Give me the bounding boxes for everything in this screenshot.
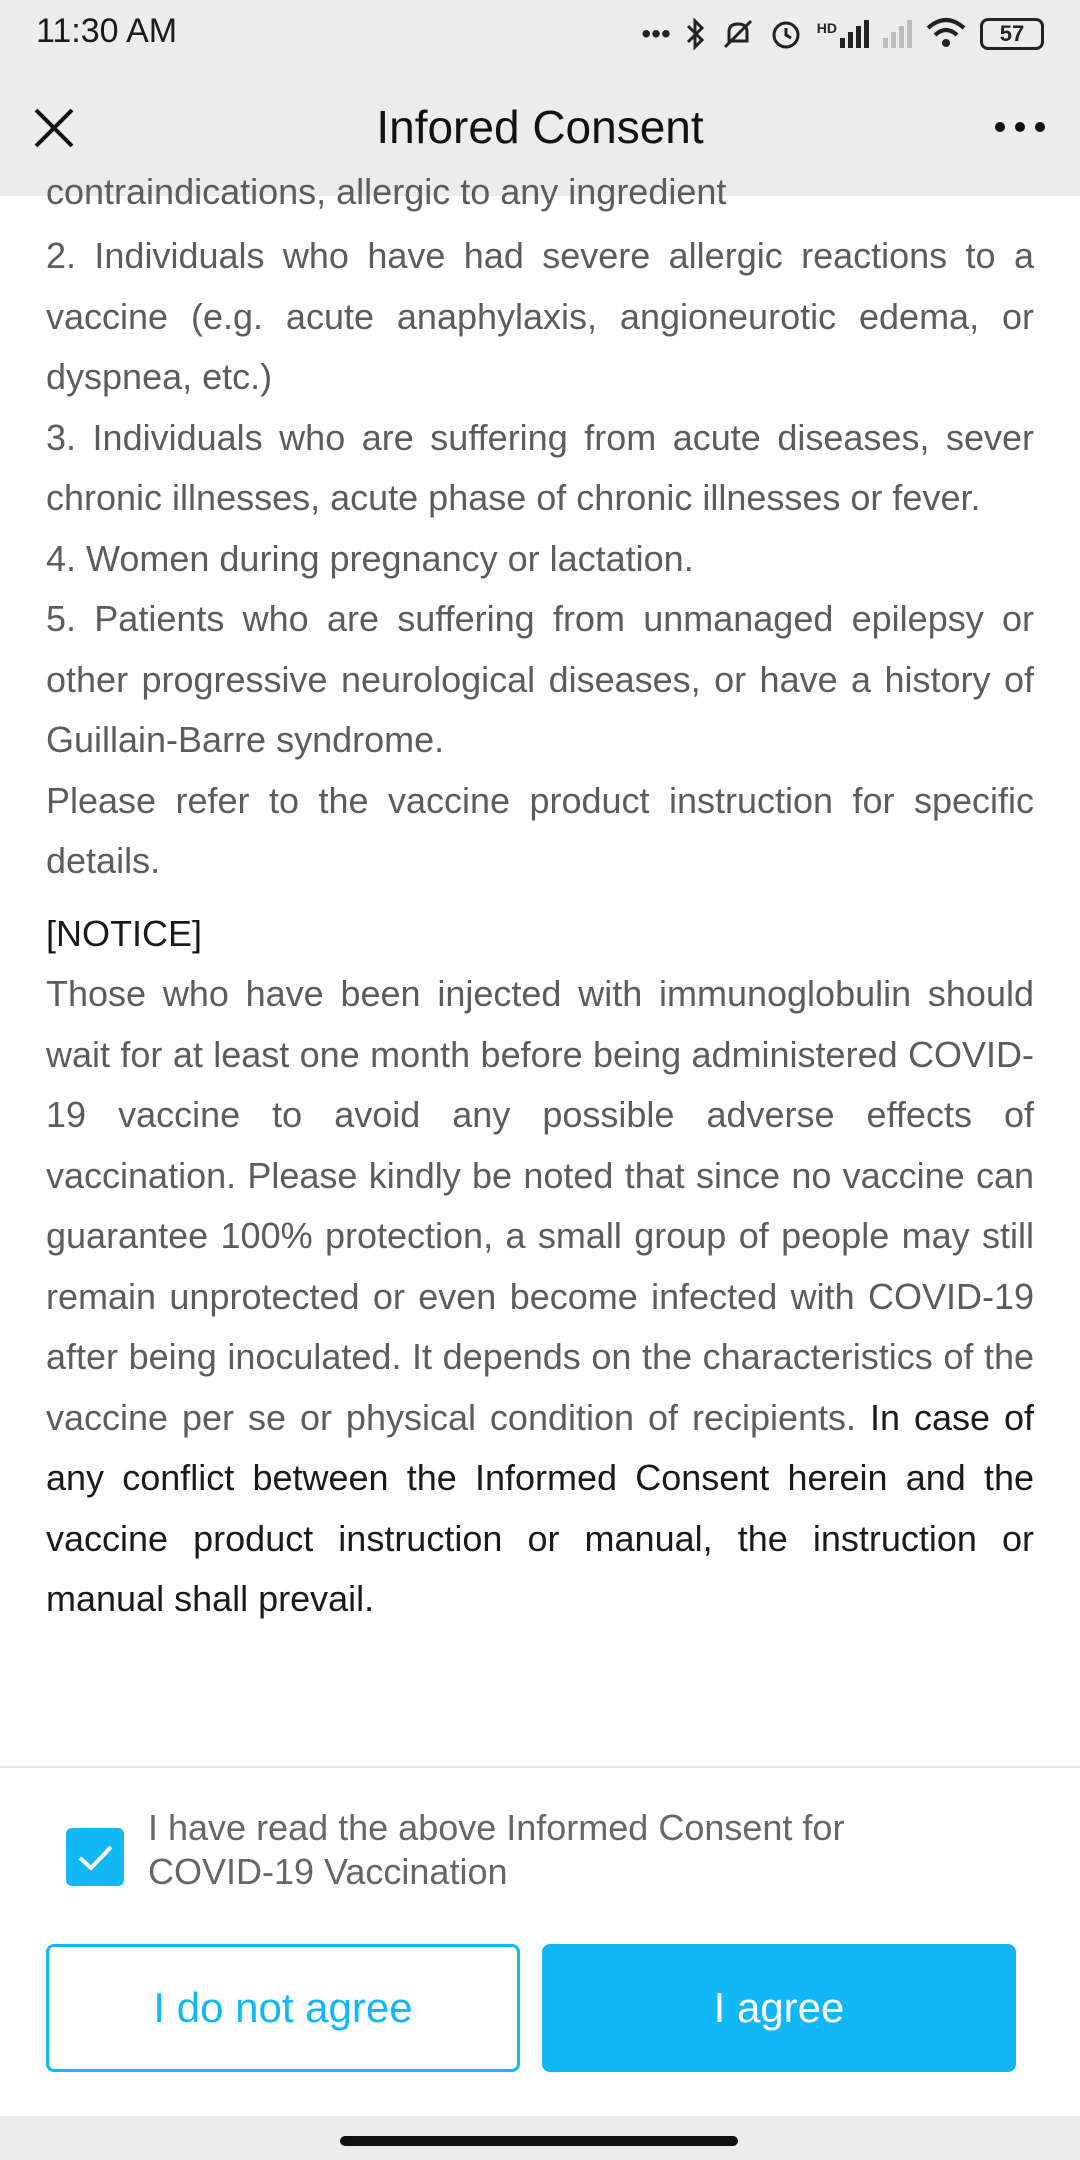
notice-body [46,964,1034,1630]
alarm-icon [769,17,803,51]
wifi-icon [926,18,966,50]
paragraph-4: 4. Women during pregnancy or lactation. [46,537,694,579]
more-notifications-icon: ••• [641,18,671,49]
more-options-icon[interactable] [990,102,1050,152]
second-signal-icon [883,20,912,48]
battery-icon: 57 [980,18,1044,50]
mute-bell-icon [721,17,755,51]
agree-button[interactable]: I agree [542,1944,1016,2072]
page-title: Infored Consent [376,101,704,153]
notice-emphasis: In case of any conflict between the Informed Consent herein and the vaccine product instruction or manual, the instruction or manual shall prevail. [46,1396,1034,1619]
home-indicator[interactable] [340,2136,738,2146]
status-icons [641,12,1044,56]
paragraph-refer: Please refer to the vaccine product instruction for specific details. [46,779,1034,881]
status-time: 11:30 AM [36,12,178,50]
gesture-bar [0,2116,1080,2160]
bluetooth-icon [685,17,707,51]
consent-label: I have read the above Informed Consent for COVID-19 Vaccination [148,1807,845,1892]
paragraph-3: 3. Individuals who are suffering from acute diseases, sever chronic illnesses, acute phase of chronic illnesses or fever. [46,416,1034,518]
consent-checkbox[interactable] [66,1828,124,1886]
status-bar [0,0,1080,66]
paragraph-2: 2. Individuals who have had severe allergic reactions to a vaccine (e.g. acute anaphylaxis, angioneurotic edema, or dyspnea, etc.) [46,235,1034,397]
paragraph-5: 5. Patients who are suffering from unmanaged epilepsy or other progressive neurological diseases, or have a history of Guillain-Barre syndrome. [46,598,1034,760]
notice-text: Those who have been injected with immunoglobulin should wait for at least one month before being administered COVID-19 vaccine to avoid any possible adverse effects of vaccination. Please kindly be noted that since no vaccine can guarantee 100% protection, a small group of people may still remain unprotected or even become infected with COVID-19 after being inoculated. It depends on the characteristics of the vaccine per se or physical condition of recipients. [46,973,1034,1438]
checkmark-icon [66,1828,124,1886]
consent-checkbox-row[interactable] [66,1806,1016,1906]
disagree-button[interactable]: I do not agree [46,1944,520,2072]
divider [0,1766,1080,1768]
consent-content[interactable] [46,171,1034,1764]
notice-title: [NOTICE] [46,912,203,954]
clipped-line: contraindications, allergic to any ingredient [46,171,727,212]
hd-signal-icon: HD [817,20,869,48]
